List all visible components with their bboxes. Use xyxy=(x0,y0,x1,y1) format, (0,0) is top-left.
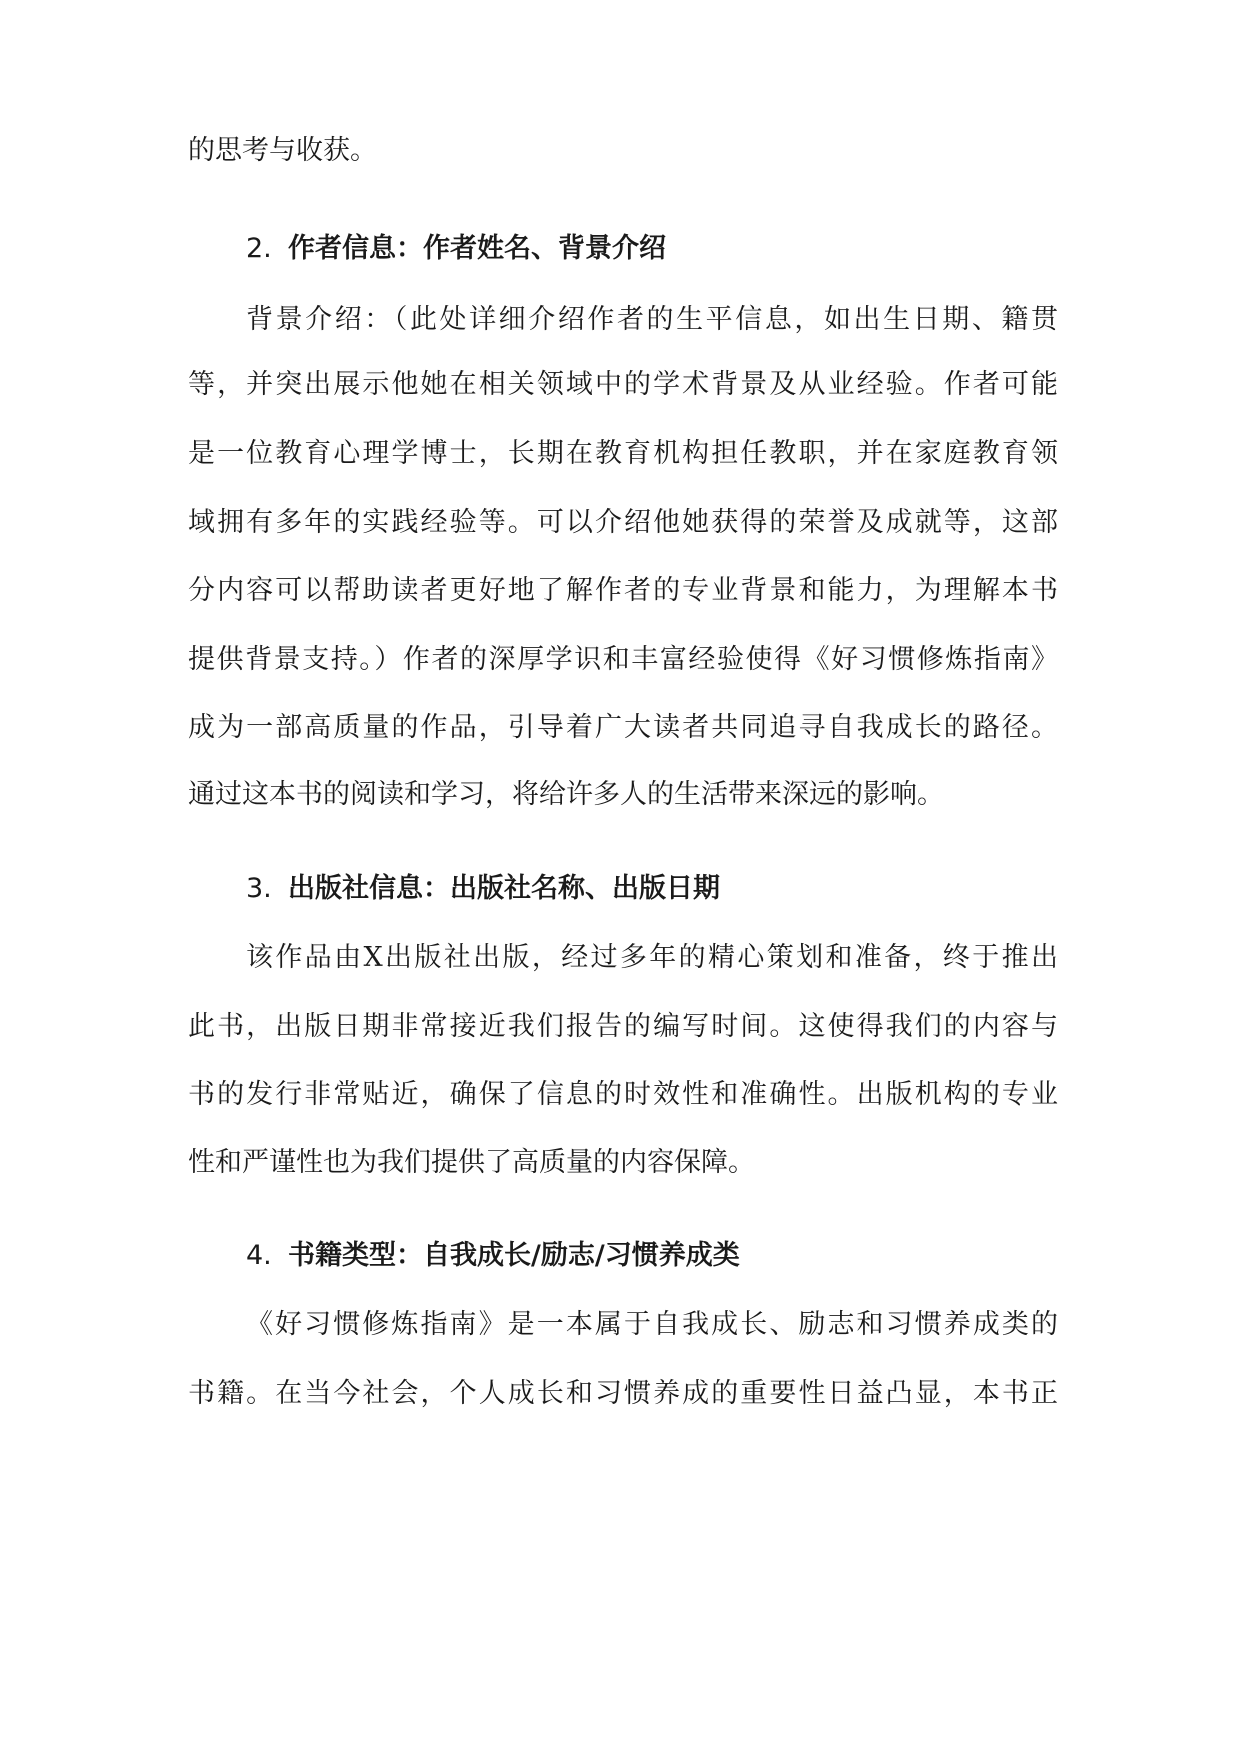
section-heading-author xyxy=(246,231,666,267)
paragraph-line: 《好习惯修炼指南》是一本属于自我成长、励志和习惯养成类的 xyxy=(246,1309,1058,1340)
paragraph-line: 该作品由X出版社出版，经过多年的精心策划和准备，终于推出 xyxy=(246,942,1058,973)
paragraph-line: 是一位教育心理学博士，长期在教育机构担任教职，并在家庭教育领 xyxy=(188,438,1058,469)
paragraph-line: 书籍。在当今社会，个人成长和习惯养成的重要性日益凸显，本书正 xyxy=(188,1378,1058,1409)
paragraph-line: 此书，出版日期非常接近我们报告的编写时间。这使得我们的内容与 xyxy=(188,1011,1058,1042)
section-title: 作者信息：作者姓名、背景介绍 xyxy=(288,233,666,264)
paragraph-line: 背景介绍：（此处详细介绍作者的生平信息，如出生日期、籍贯 xyxy=(246,304,1058,335)
paragraph-line: 成为一部高质量的作品，引导着广大读者共同追寻自我成长的路径。 xyxy=(188,712,1058,743)
section-number: 4. xyxy=(246,1240,272,1271)
paragraph-line: 书的发行非常贴近，确保了信息的时效性和准确性。出版机构的专业 xyxy=(188,1079,1058,1110)
paragraph-line: 域拥有多年的实践经验等。可以介绍他她获得的荣誉及成就等，这部 xyxy=(188,507,1058,538)
section-title: 书籍类型：自我成长/励志/习惯养成类 xyxy=(288,1240,740,1271)
paragraph-line: 性和严谨性也为我们提供了高质量的内容保障。 xyxy=(188,1147,755,1178)
section-heading-book-type xyxy=(246,1238,740,1274)
section-title: 出版社信息：出版社名称、出版日期 xyxy=(288,873,720,904)
paragraph-line: 通过这本书的阅读和学习，将给许多人的生活带来深远的影响。 xyxy=(188,779,944,810)
section-heading-publisher xyxy=(246,871,720,907)
paragraph-line: 等，并突出展示他她在相关领域中的学术背景及从业经验。作者可能 xyxy=(188,369,1058,400)
paragraph-line: 分内容可以帮助读者更好地了解作者的专业背景和能力，为理解本书 xyxy=(188,575,1058,606)
section-number: 3. xyxy=(246,873,272,904)
paragraph-line: 提供背景支持。）作者的深厚学识和丰富经验使得《好习惯修炼指南》 xyxy=(188,644,1058,675)
paragraph-line: 的思考与收获。 xyxy=(188,135,377,166)
section-number: 2. xyxy=(246,233,272,264)
